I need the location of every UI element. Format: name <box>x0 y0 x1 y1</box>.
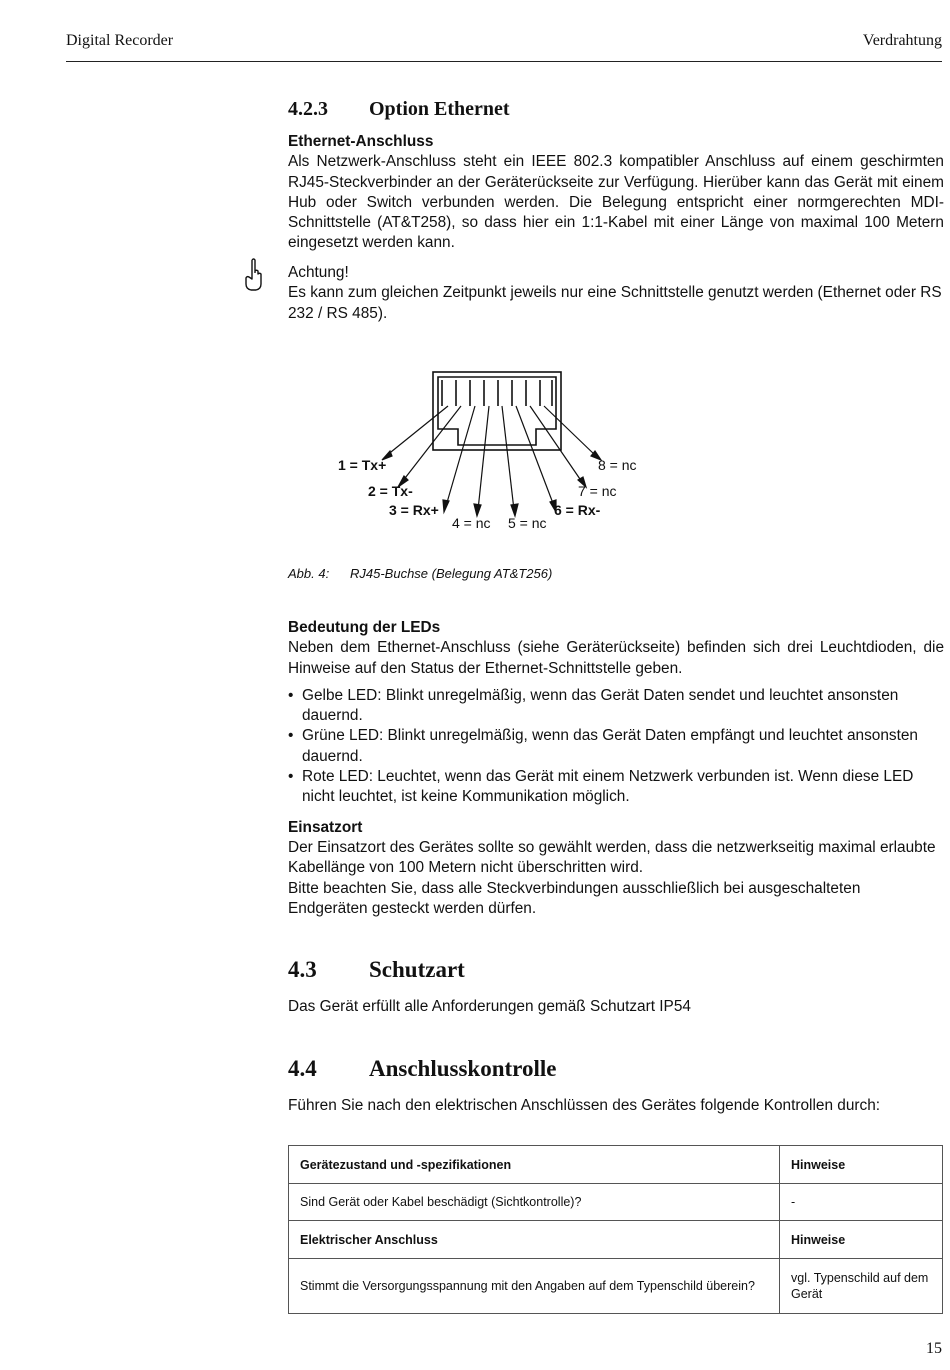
einsatzort-paragraph-1: Der Einsatzort des Gerätes sollte so gewählt werden, dass die netzwerkseitig maximal erlaubte Kabellänge von 100 Metern nicht überschritten wird. <box>288 838 936 877</box>
section-number: 4.2.3 <box>288 98 328 120</box>
section-heading-4-3 <box>288 957 465 983</box>
table-header-cell: Elektrischer Anschluss <box>289 1221 780 1259</box>
table-cell: Stimmt die Versorgungsspannung mit den Angaben auf dem Typenschild überein? <box>289 1259 780 1314</box>
warning-text: Es kann zum gleichen Zeitpunkt jeweils nur eine Schnittstelle genutzt werden (Ethernet oder RS 232 / RS 485). <box>288 284 942 322</box>
schutzart-text: Das Gerät erfüllt alle Anforderungen gemäß Schutzart IP54 <box>288 998 691 1015</box>
figure-caption-text: RJ45-Buchse (Belegung AT&T256) <box>350 566 553 581</box>
list-item: • Gelbe LED: Blinkt unregelmäßig, wenn das Gerät Daten sendet und leuchtet ansonsten dauernd. <box>288 686 944 727</box>
table-header-row <box>289 1221 943 1259</box>
led-list <box>288 686 944 808</box>
subheading-einsatzort: Einsatzort <box>288 818 363 836</box>
subheading-ethernet-anschluss: Ethernet-Anschluss <box>288 133 434 150</box>
pin-label-7: 7 = nc <box>578 483 617 499</box>
section-title: Schutzart <box>369 957 465 982</box>
list-item: • Rote LED: Leuchtet, wenn das Gerät mit einem Netzwerk verbunden ist. Wenn diese LED nicht leuchtet, ist keine Kommunikation möglich. <box>288 767 944 808</box>
pointing-hand-icon <box>243 258 265 292</box>
page-number: 15 <box>926 1340 942 1357</box>
section-title: Anschlusskontrolle <box>369 1056 557 1081</box>
pin-label-5: 5 = nc <box>508 515 547 531</box>
figure-caption-number: Abb. 4: <box>288 566 330 581</box>
header-document-title: Digital Recorder <box>66 32 174 49</box>
list-item: • Grüne LED: Blinkt unregelmäßig, wenn das Gerät Daten empfängt und leuchtet ansonsten dauernd. <box>288 726 944 767</box>
pin-label-8: 8 = nc <box>598 457 637 473</box>
header-chapter-title: Verdrahtung <box>862 32 942 49</box>
section-number: 4.3 <box>288 957 317 982</box>
led-section <box>288 618 944 919</box>
pin-label-6: 6 = Rx- <box>554 502 601 518</box>
table-row <box>289 1184 943 1221</box>
section-title: Option Ethernet <box>369 98 510 120</box>
ethernet-paragraph: Als Netzwerk-Anschluss steht ein IEEE 802.3 kompatibler Anschluss auf einem geschirmten RJ45-Steckverbinder an der Geräterückseite zur Verfügung. Hierüber kann das Gerät mit einem Hub oder Switch verbunden werden. Die Belegung entspricht einer normgerechten MDI-Schnittstelle (AT&T258), so dass hier ein 1:1-Kabel mit einer Länge von maximal 100 Metern eingesetzt werden kann. <box>288 153 944 252</box>
pin-label-4: 4 = nc <box>452 515 491 531</box>
table-cell: - <box>780 1184 943 1221</box>
rj45-socket-figure <box>330 368 650 538</box>
warning-title: Achtung! <box>288 264 349 281</box>
leds-intro: Neben dem Ethernet-Anschluss (siehe Geräterückseite) befinden sich drei Leuchtdioden, die Hinweise auf den Status der Ethernet-Schnittstelle geben. <box>288 639 944 677</box>
schutzart-paragraph <box>288 997 944 1017</box>
table-header-cell: Hinweise <box>780 1146 943 1184</box>
table-cell: vgl. Typenschild auf dem Gerät <box>780 1259 943 1314</box>
table-header-cell: Hinweise <box>780 1221 943 1259</box>
pin-label-3: 3 = Rx+ <box>389 502 439 518</box>
section-number: 4.4 <box>288 1056 317 1081</box>
pin-label-2: 2 = Tx- <box>368 483 413 499</box>
einsatzort-paragraph-2: Bitte beachten Sie, dass alle Steckverbindungen ausschließlich bei ausgeschalteten Endgeräten gesteckt werden dürfen. <box>288 879 861 917</box>
running-header <box>66 30 942 62</box>
table-row <box>289 1259 943 1314</box>
figure-caption <box>288 566 552 581</box>
connection-check-table <box>288 1145 943 1314</box>
section-heading-4-2-3 <box>288 98 510 121</box>
ethernet-section <box>288 132 944 254</box>
table-cell: Sind Gerät oder Kabel beschädigt (Sichtkontrolle)? <box>289 1184 780 1221</box>
anschlusskontrolle-text: Führen Sie nach den elektrischen Anschlüssen des Gerätes folgende Kontrollen durch: <box>288 1097 881 1114</box>
rj45-socket-drawing <box>330 368 650 538</box>
warning-note <box>288 263 944 324</box>
table-header-row <box>289 1146 943 1184</box>
table-header-cell: Gerätezustand und -spezifikationen <box>289 1146 780 1184</box>
anschlusskontrolle-paragraph <box>288 1096 944 1116</box>
subheading-leds: Bedeutung der LEDs <box>288 619 441 636</box>
pin-label-1: 1 = Tx+ <box>338 457 387 473</box>
section-heading-4-4 <box>288 1056 556 1082</box>
